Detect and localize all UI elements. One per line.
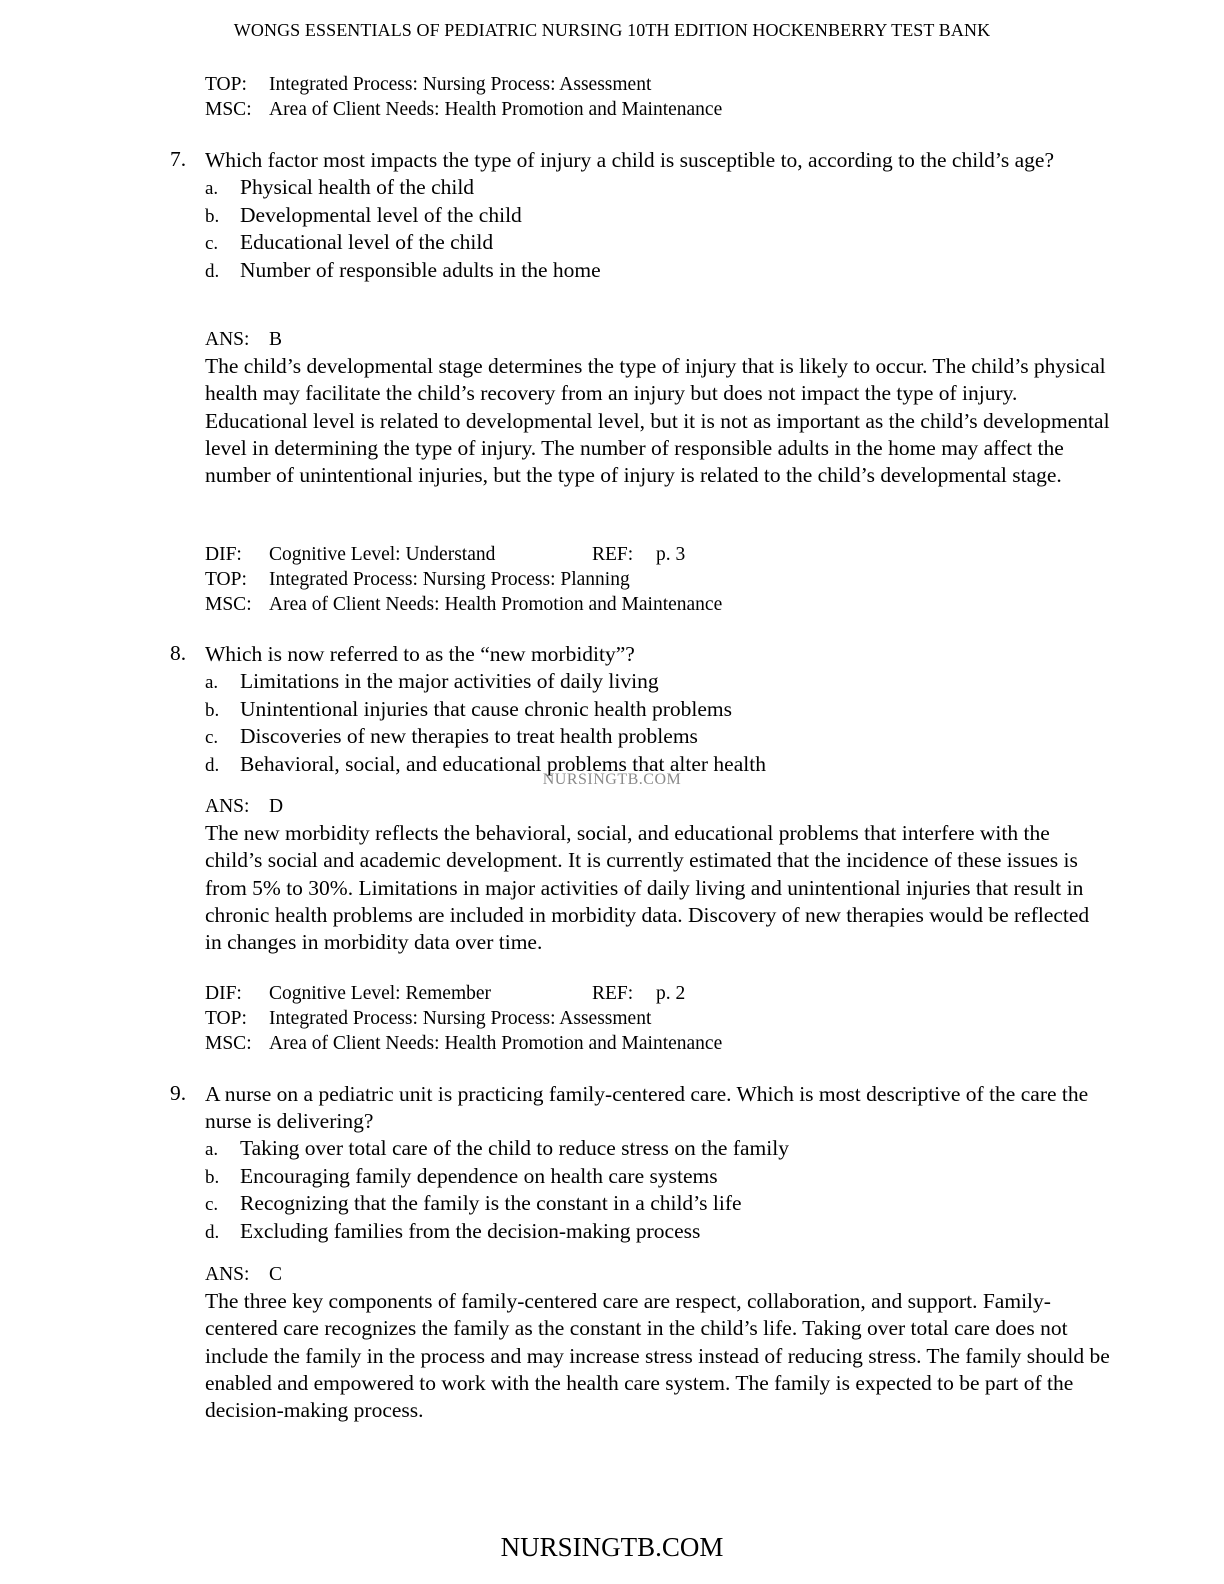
question-stem: Which factor most impacts the type of injury a child is susceptible to, according to the child’s age? [205, 148, 1055, 172]
page-header: WONGS ESSENTIALS OF PEDIATRIC NURSING 10TH EDITION HOCKENBERRY TEST BANK [233, 20, 991, 40]
option-a [205, 668, 1110, 696]
question-stem: A nurse on a pediatric unit is practicing family-centered care. Which is most descriptive of the care the nurse is delivering? [205, 1082, 1089, 1133]
answer-value: D [269, 796, 284, 817]
top-row [205, 567, 722, 592]
option-letter: d. [205, 754, 220, 776]
option-text: Limitations in the major activities of daily living [240, 669, 659, 693]
answer-value: C [269, 1264, 283, 1285]
option-text: Physical health of the child [240, 175, 475, 199]
answer-line [205, 326, 1110, 353]
question-8 [170, 641, 1110, 778]
top-value: Integrated Process: Nursing Process: Assessment [269, 1008, 652, 1029]
msc-value: Area of Client Needs: Health Promotion and Maintenance [269, 1033, 723, 1054]
option-letter: d. [205, 1221, 220, 1243]
option-letter: b. [205, 1166, 220, 1188]
option-b [205, 1163, 1110, 1191]
top-label: TOP: [205, 74, 247, 95]
ref-label: REF: [592, 544, 634, 565]
option-text: Recognizing that the family is the constant in a child’s life [240, 1191, 742, 1215]
ref-value: p. 3 [656, 544, 686, 565]
msc-label: MSC: [205, 1033, 252, 1054]
answer-value: B [269, 329, 283, 350]
rationale: The child’s developmental stage determines the type of injury that is likely to occur. The child’s physical health may facilitate the child’s recovery from an injury but does not impact the type of injury. Educational level is related to developmental level, but it is not as important as the child’s developmental level in determining the type of injury. The number of responsible adults in the home may affect the number of unintentional injuries, but the type of injury is related to the child’s developmental stage. [205, 354, 1110, 488]
option-letter: a. [205, 672, 219, 693]
option-letter: d. [205, 260, 220, 282]
option-d [205, 257, 1110, 285]
question-number: 9. [170, 1081, 187, 1105]
top-row [205, 1006, 722, 1031]
option-list [205, 668, 1110, 778]
question-8-meta [205, 981, 722, 1056]
msc-value: Area of Client Needs: Health Promotion and Maintenance [269, 594, 723, 615]
option-letter: c. [205, 233, 219, 254]
msc-value: Area of Client Needs: Health Promotion and Maintenance [269, 99, 723, 120]
answer-label: ANS: [205, 1264, 250, 1285]
ref [592, 981, 685, 1006]
msc-row [205, 97, 722, 122]
msc-label: MSC: [205, 594, 252, 615]
rationale: The new morbidity reflects the behavioral, social, and educational problems that interfere with the child’s social and academic development. It is currently estimated that the incidence of these issues is from 5% to 30%. Limitations in major activities of daily living and unintentional injuries that result in chronic health problems are included in morbidity data. Discovery of new therapies would be reflected in changes in morbidity data over time. [205, 821, 1090, 955]
answer-block-8 [205, 793, 1110, 956]
watermark: NURSINGTB.COM [542, 771, 682, 788]
answer-block-9 [205, 1261, 1110, 1424]
option-text: Behavioral, social, and educational problems that alter health [240, 751, 766, 776]
msc-label: MSC: [205, 99, 252, 120]
dif-value: Cognitive Level: Understand [269, 544, 496, 565]
dif-row [205, 981, 722, 1006]
question-7 [170, 147, 1110, 284]
top-label: TOP: [205, 1008, 247, 1029]
option-text: Taking over total care of the child to reduce stress on the family [240, 1136, 789, 1160]
msc-row [205, 592, 722, 617]
top-label: TOP: [205, 569, 247, 590]
dif-label: DIF: [205, 544, 242, 565]
prev-question-meta [205, 72, 722, 122]
option-letter: a. [205, 1139, 219, 1160]
top-value: Integrated Process: Nursing Process: Assessment [269, 74, 652, 95]
question-7-meta [205, 542, 722, 617]
option-c [205, 1190, 1110, 1218]
answer-line [205, 1261, 1110, 1288]
option-c [205, 723, 1110, 751]
option-a [205, 174, 1110, 202]
ref-label: REF: [592, 983, 634, 1004]
top-row [205, 72, 722, 97]
top-value: Integrated Process: Nursing Process: Planning [269, 569, 630, 590]
option-c [205, 229, 1110, 257]
answer-label: ANS: [205, 796, 250, 817]
option-letter: a. [205, 178, 219, 199]
answer-block-7 [205, 326, 1110, 489]
rationale: The three key components of family-centered care are respect, collaboration, and support. Family-centered care recognizes the family as the constant in the child’s life. Taking over total care does not include the family in the process and may increase stress instead of reducing stress. The family should be enabled and empowered to work with the health care system. The family is expected to be part of the decision-making process. [205, 1289, 1110, 1423]
dif-label: DIF: [205, 983, 242, 1004]
question-number: 7. [170, 147, 187, 171]
option-letter: c. [205, 1194, 219, 1215]
option-text: Encouraging family dependence on health care systems [240, 1163, 718, 1188]
ref-value: p. 2 [656, 983, 686, 1004]
question-9 [170, 1081, 1110, 1245]
question-stem: Which is now referred to as the “new morbidity”? [205, 642, 635, 666]
option-b [205, 202, 1110, 230]
msc-row [205, 1031, 722, 1056]
option-list [205, 174, 1110, 284]
dif-row [205, 542, 722, 567]
answer-line [205, 793, 1110, 820]
option-text: Excluding families from the decision-making process [240, 1218, 701, 1243]
option-text: Educational level of the child [240, 230, 494, 254]
ref [592, 542, 685, 567]
option-letter: c. [205, 727, 219, 748]
option-d [205, 1218, 1110, 1246]
answer-label: ANS: [205, 329, 250, 350]
option-list [205, 1135, 1110, 1245]
option-a [205, 1135, 1110, 1163]
option-letter: b. [205, 699, 220, 721]
option-text: Unintentional injuries that cause chronic health problems [240, 696, 732, 721]
option-text: Number of responsible adults in the home [240, 257, 601, 282]
option-text: Developmental level of the child [240, 202, 522, 227]
option-text: Discoveries of new therapies to treat health problems [240, 724, 698, 748]
page-footer: NURSINGTB.COM [500, 1532, 724, 1562]
option-b [205, 696, 1110, 724]
option-letter: b. [205, 205, 220, 227]
dif-value: Cognitive Level: Remember [269, 983, 492, 1004]
question-number: 8. [170, 641, 187, 665]
